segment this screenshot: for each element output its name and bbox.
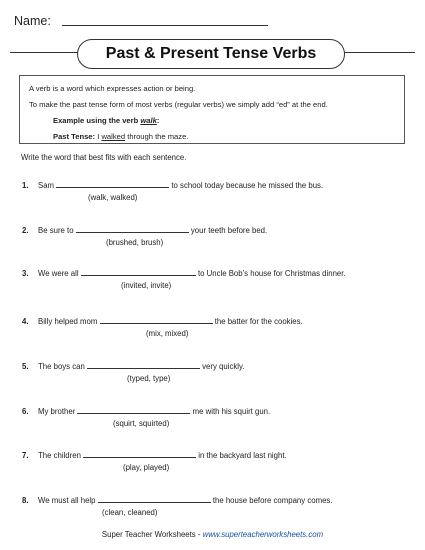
question-text-before: Billy helped mom [38,317,98,326]
past-tense-word: walked [101,132,126,141]
example-prefix: Example using the verb [53,116,141,125]
example-suffix: : [156,116,160,125]
question-text-before: Be sure to [38,226,74,235]
footer [0,530,425,539]
question-number: 3. [22,269,29,278]
question-6 [22,406,270,416]
question-text-after: the batter for the cookies. [214,317,303,326]
question-1 [22,180,323,190]
answer-blank[interactable] [87,361,200,369]
answer-options: (clean, cleaned) [102,508,158,517]
answer-options: (typed, type) [127,374,171,383]
past-tense-example [53,133,188,141]
answer-options: (invited, invite) [121,281,172,290]
example-heading [53,117,159,125]
page-title: Past & Present Tense Verbs [77,39,345,69]
question-text-before: The children [38,451,81,460]
footer-url[interactable]: www.superteacherworksheets.com [202,530,324,539]
question-text-after: to Uncle Bob’s house for Christmas dinner. [197,269,346,278]
question-4 [22,316,303,326]
answer-blank[interactable] [76,225,189,233]
question-text-after: the house before company comes. [212,496,333,505]
question-number: 5. [22,362,29,371]
question-text-before: My brother [38,407,76,416]
answer-blank[interactable] [81,268,196,276]
question-number: 1. [22,181,29,190]
question-3 [22,268,346,278]
question-text-after: very quickly. [202,362,245,371]
question-text-after: me with his squirt gun. [192,407,271,416]
instructions: Write the word that best fits with each sentence. [21,153,187,162]
question-text-before: We must all help [38,496,96,505]
question-8 [22,495,332,505]
past-tense-pre: I [97,132,100,141]
question-number: 4. [22,317,29,326]
name-label: Name: [14,14,51,28]
answer-blank[interactable] [83,450,196,458]
question-number: 6. [22,407,29,416]
question-text-after: your teeth before bed. [190,226,268,235]
info-box [19,75,405,144]
footer-brand: Super Teacher Worksheets - [101,530,203,539]
question-5 [22,361,244,371]
answer-options: (walk, walked) [88,193,138,202]
question-number: 2. [22,226,29,235]
question-text-after: in the backyard last night. [198,451,287,460]
rule-text: To make the past tense form of most verbs (regular verbs) we simply add “ed” at the end. [29,100,328,109]
answer-options: (squirt, squirted) [113,419,170,428]
question-number: 8. [22,496,29,505]
name-blank-line[interactable] [62,25,268,26]
question-7 [22,450,287,460]
answer-options: (brushed, brush) [106,238,164,247]
answer-blank[interactable] [100,316,213,324]
answer-options: (play, played) [123,463,170,472]
past-tense-label: Past Tense: [53,132,96,141]
past-tense-post: through the maze. [127,132,189,141]
answer-blank[interactable] [56,180,169,188]
question-text-before: Sam [38,181,55,190]
question-text-before: We were all [38,269,79,278]
answer-blank[interactable] [77,406,190,414]
question-2 [22,225,267,235]
definition-text: A verb is a word which expresses action or being. [29,84,196,93]
question-number: 7. [22,451,29,460]
question-text-before: The boys can [38,362,85,371]
answer-options: (mix, mixed) [146,329,189,338]
answer-blank[interactable] [98,495,211,503]
example-verb: walk [140,116,157,125]
question-text-after: to school today because he missed the bus. [171,181,324,190]
